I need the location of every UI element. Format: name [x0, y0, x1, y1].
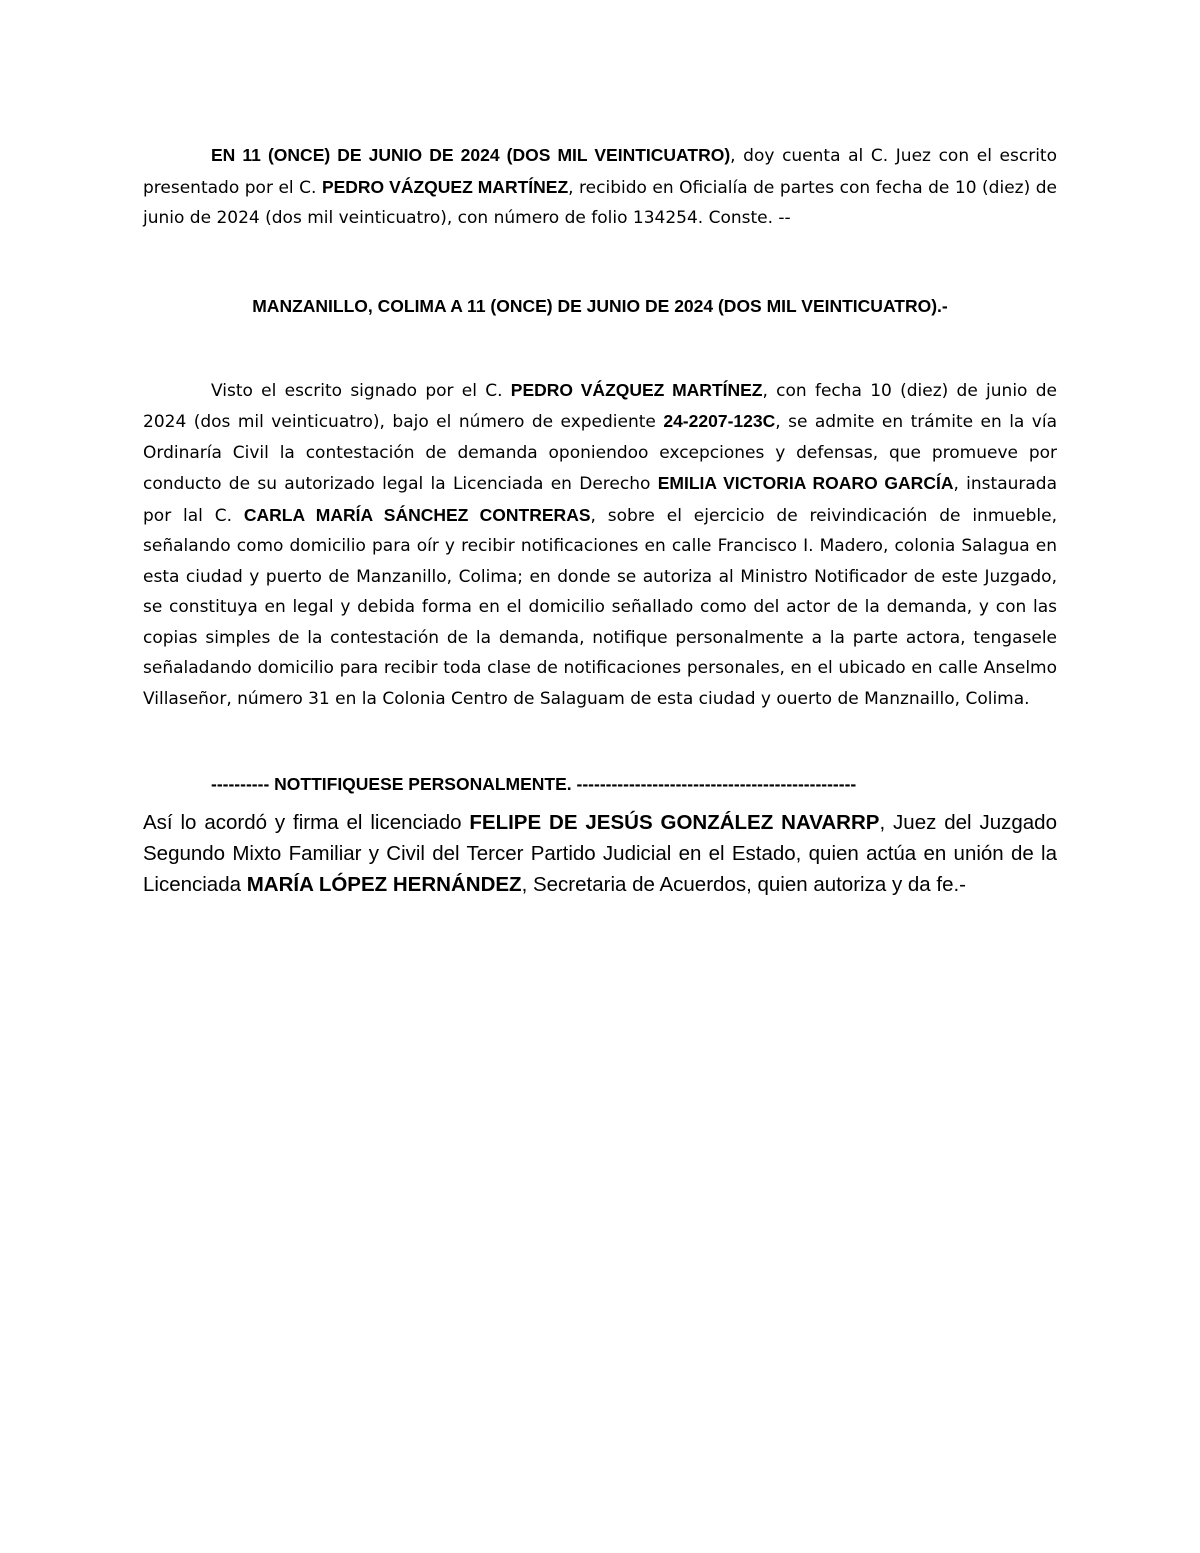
report-text: , doy cuenta al C. Juez con el escrito presentado por el C.	[143, 146, 1057, 198]
ruling-paragraph	[143, 375, 1057, 715]
ruling-text-4: , instaurada por lal C.	[143, 474, 1058, 526]
ruling-text-1: Visto el escrito signado por el C.	[211, 380, 511, 401]
petitioner-name: PEDRO VÁZQUEZ MARTÍNEZ	[321, 176, 569, 197]
report-paragraph	[143, 140, 1057, 234]
closing-paragraph	[143, 807, 1057, 900]
petitioner-name: PEDRO VÁZQUEZ MARTÍNEZ	[510, 379, 763, 400]
document-page	[143, 140, 1057, 921]
closing-text-1: Así lo acordó y firma el licenciado	[143, 811, 470, 834]
ruling-text-2: , con fecha 10 (diez) de junio de 2024 (dos mil veinticuatro), bajo el número de expediente	[143, 380, 1057, 432]
place-date-heading: MANZANILLO, COLIMA A 11 (ONCE) DE JUNIO DE 2024 (DOS MIL VEINTICUATRO).-	[252, 295, 948, 316]
secretary-name: MARÍA LÓPEZ HERNÁNDEZ	[246, 873, 522, 896]
report-date: EN 11 (ONCE) DE JUNIO DE 2024 (DOS MIL VEINTICUATRO)	[211, 145, 731, 165]
report-text-continued: , recibido en Oficialía de partes con fecha de 10 (diez) de junio de 2024 (dos mil veinticuatro), con número de folio 134254. Conste. --	[143, 177, 1057, 228]
closing-text-2: , Juez del Juzgado Segundo Mixto Familiar y Civil del Tercer Partido Judicial en el Estado, quien actúa en unión de la Licenciada	[143, 811, 1057, 896]
ruling-text-3: , se admite en trámite en la vía Ordinaría Civil la contestación de demanda oponiendoo excepciones y defensas, que promueve por conducto de su autorizado legal la Licenciada en Derecho	[143, 412, 1057, 494]
case-number: 24-2207-123C	[663, 411, 776, 431]
plaintiff-name: CARLA MARÍA SÁNCHEZ CONTRERAS	[243, 504, 591, 525]
judge-name: FELIPE DE JESÚS GONZÁLEZ NAVARRP	[469, 811, 880, 834]
closing-text-3: , Secretaria de Acuerdos, quien autoriza y da fe.-	[521, 873, 967, 896]
attorney-name: EMILIA VICTORIA ROARO GARCÍA	[657, 473, 954, 493]
ruling-text-5: , sobre el ejercicio de reivindicación de inmueble, señalando como domicilio para oír y recibir notificaciones en calle Francisco I. Madero, colonia Salagua en esta ciudad y puerto de Manzanillo, Colima; en donde se autoriza al Ministro Notificador de este Juzgado, se constituya en legal y debida forma en el domicilio señallado como del actor de la demanda, y con las copias simples de la contestación de la demanda, notifique personalmente a la parte actora, tengasele señaladando domicilio para recibir toda clase de notificaciones personales, en el ubicado en calle Anselmo Villaseñor, número 31 en la Colonia Centro de Salaguam de esta ciudad y ouerto de Manznaillo, Colima.	[143, 505, 1058, 709]
notify-line: ---------- NOTTIFIQUESE PERSONALMENTE. ------------------------------------------------	[211, 774, 857, 794]
